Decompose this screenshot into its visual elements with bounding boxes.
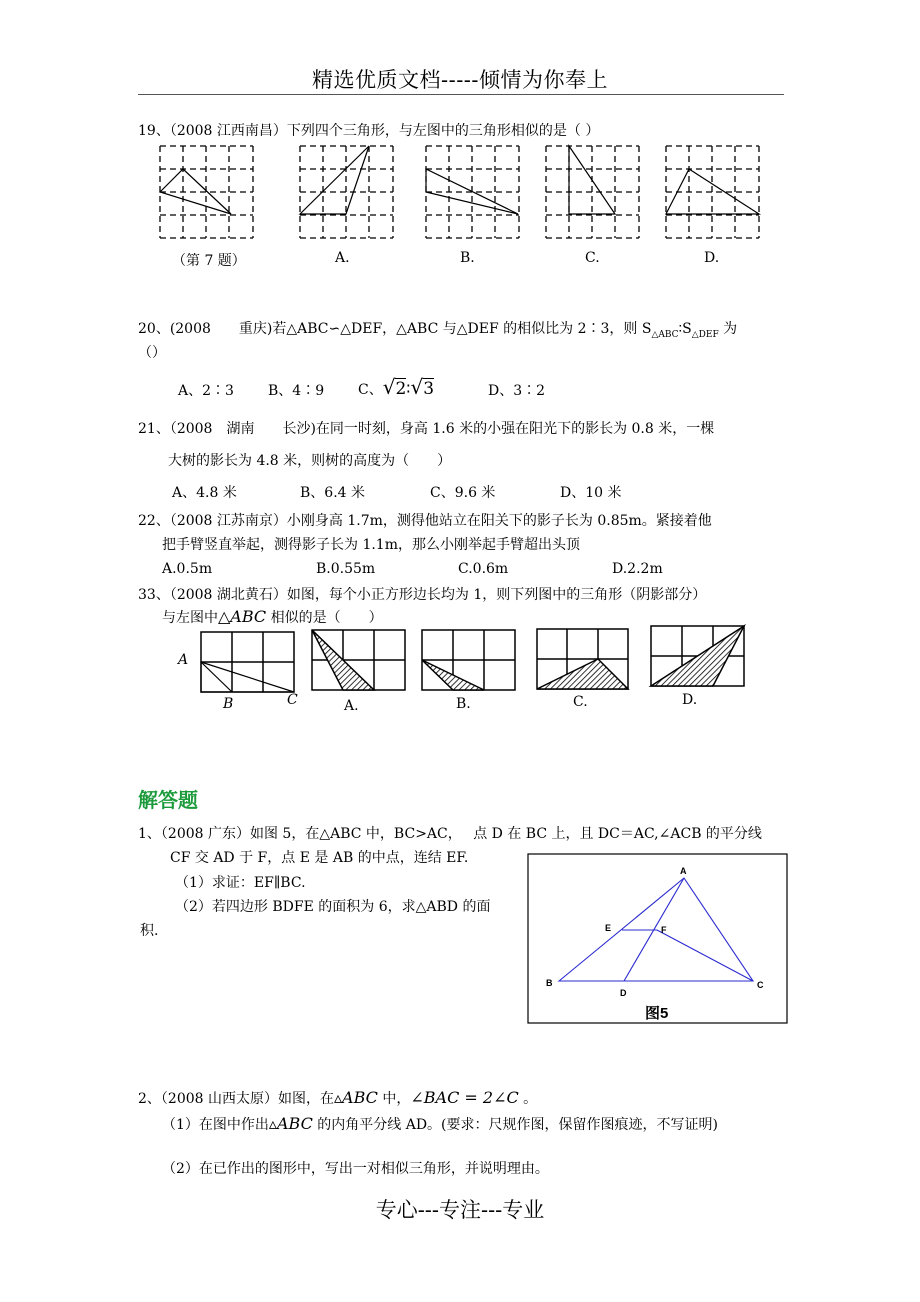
page-header: 精选优质文档-----倾情为你奉上 (312, 68, 608, 92)
q20-line2: （） (138, 345, 166, 361)
q33-caption-c: C. (573, 694, 588, 710)
page-footer: 专心---专注---专业 (375, 1198, 545, 1222)
q21-option-a: A、4.8 米 (172, 485, 237, 501)
section-title: 解答题 (138, 788, 198, 812)
q19-caption-ref: （第 7 题） (172, 253, 246, 269)
a2-line1 (138, 1088, 537, 1108)
a1-point-a: A (680, 866, 687, 876)
q20-option-b: B、4∶9 (268, 383, 325, 399)
q22-option-b: B.0.55m (316, 561, 376, 577)
q22-option-d: D.2.2m (612, 561, 663, 577)
q20-colon: ∶S (678, 321, 692, 337)
q33-line1: 33、（2008 湖北黄石）如图，每个小正方形边长均为 1，则下列图中的三角形（阴影部分） (138, 587, 707, 603)
a1-line3: （1）求证：EF∥BC. (175, 875, 306, 891)
q21-option-c: C、9.6 米 (430, 485, 496, 501)
q20-radicand-2: 3 (423, 379, 435, 399)
a2-text-b: 中， (377, 1091, 411, 1107)
q22-option-a: A.0.5m (162, 561, 213, 577)
a1-line4: （2）若四边形 BDFE 的面积为 6，求△ABD 的面 (175, 899, 491, 915)
q22-line2: 把手臂竖直举起，测得影子长为 1.1m，那么小刚举起手臂超出头顶 (162, 537, 580, 553)
q19-caption-d: D. (704, 250, 720, 266)
a1-line2: CF 交 AD 于 F，点 E 是 AB 的中点，连结 EF. (170, 850, 469, 866)
q33-label-a: A (178, 652, 189, 668)
a1-line1: 1、（2008 广东）如图 5，在△ABC 中，BC>AC， 点 D 在 BC 上，且 DC＝AC,∠ACB 的平分线 (138, 826, 762, 842)
a2-line2-text-a: （1）在图中作出 (162, 1117, 269, 1133)
sqrt-icon: √ (410, 375, 424, 399)
a1-point-f: F (661, 925, 667, 935)
a2-line2 (162, 1114, 718, 1134)
a1-figure-caption: 图5 (645, 1005, 669, 1022)
a2-triangle-label: ▵ABC (334, 1088, 378, 1107)
q22-line1: 22、（2008 江苏南京）小刚身高 1.7m，测得他站立在阳关下的影子长为 0.85m。紧接着他 (138, 513, 712, 529)
q33-label-b: B (223, 696, 234, 712)
a1-point-d: D (620, 988, 627, 998)
q21-line1: 21、（2008 湖南 长沙)在同一时刻，身高 1.6 米的小强在阳光下的影长为 0.8 米，一棵 (138, 421, 715, 437)
q19-text: 19、（2008 江西南昌）下列四个三角形，与左图中的三角形相似的是（ ） (138, 123, 600, 139)
q21-line2: 大树的影长为 4.8 米，则树的高度为（ ） (168, 453, 452, 469)
q33-text-b: 相似的是（ ） (266, 610, 383, 626)
q21-option-b: B、6.4 米 (300, 485, 366, 501)
q20-option-c-label: C、 (358, 382, 383, 398)
a1-figure-frame (528, 854, 787, 1023)
sqrt-icon: √ (382, 375, 396, 399)
q33-text-a: 与左图中 (162, 610, 218, 626)
q20-text-a: 20、(2008 重庆)若△ABC∽△DEF，△ABC 与△DEF 的相似比为 2∶3，则 S (138, 321, 652, 337)
q22-option-c: C.0.6m (458, 561, 509, 577)
q19-caption-b: B. (460, 250, 475, 266)
q19-caption-c: C. (585, 250, 600, 266)
a1-point-e: E (605, 923, 612, 933)
q33-caption-b: B. (456, 696, 471, 712)
q33-caption-a: A. (344, 698, 359, 714)
q19-caption-a: A. (335, 250, 350, 266)
q33-caption-d: D. (682, 692, 698, 708)
q20-radicand-1: 2 (395, 379, 407, 399)
a1-point-c: C (757, 980, 764, 990)
q20-option-a: A、2∶3 (178, 383, 234, 399)
a2-triangle-label-2: ▵ABC (268, 1114, 313, 1133)
q33-triangle-label: △ABC (218, 607, 267, 626)
a2-text-c: 。 (518, 1091, 538, 1107)
a2-text-a: 2、（2008 山西太原）如图，在 (138, 1091, 334, 1107)
q21-option-d: D、10 米 (560, 485, 622, 501)
a2-line3: （2）在已作出的图形中，写出一对相似三角形，并说明理由。 (162, 1161, 549, 1177)
q20-text-b: 为 (718, 321, 738, 337)
q20-sub-def: △DEF (691, 329, 719, 340)
q33-label-c: C (287, 692, 298, 708)
q20-option-c-colon: ∶ (406, 379, 411, 398)
q20-sub-abc: △ABC (651, 329, 679, 340)
a1-line5: 积. (140, 923, 159, 939)
q20-option-d: D、3∶2 (488, 383, 546, 399)
a1-point-b: B (546, 978, 553, 988)
a2-line2-text-b: 的内角平分线 AD。(要求：尺规作图，保留作图痕迹，不写证明) (312, 1117, 718, 1133)
a2-equation: ∠BAC = 2∠C (410, 1088, 519, 1107)
